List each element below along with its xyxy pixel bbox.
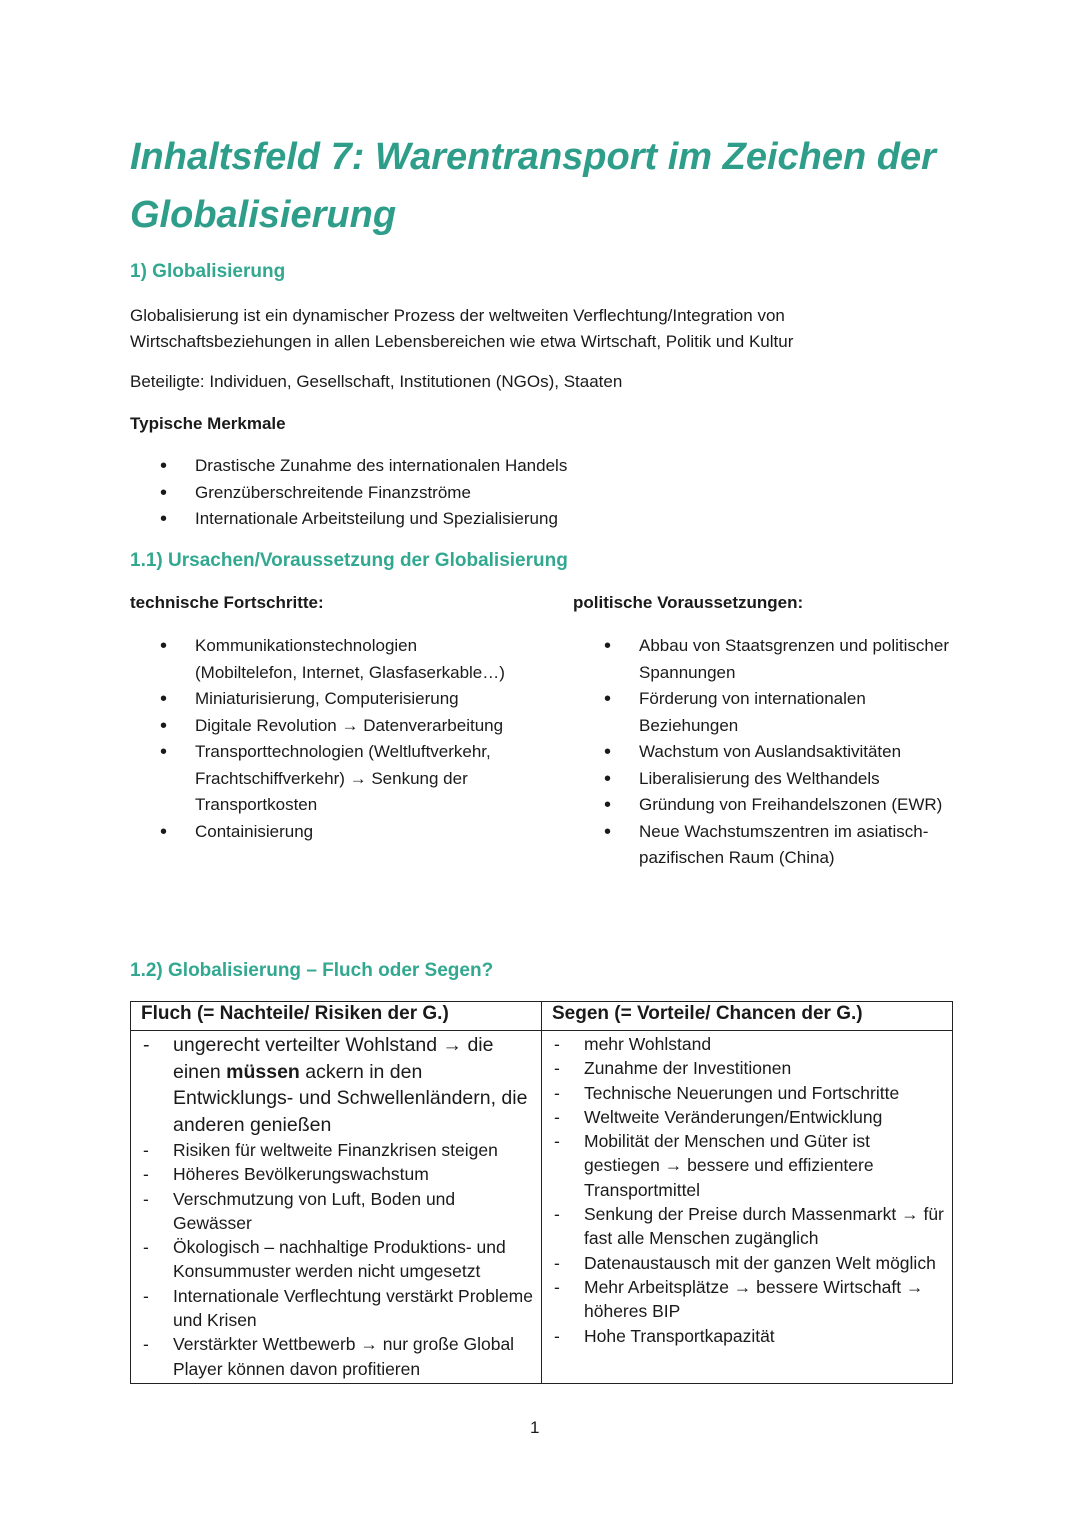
technical-heading: technische Fortschritte:: [130, 593, 324, 612]
list-item: - Datenaustausch mit der ganzen Welt möglich: [542, 1251, 952, 1275]
list-item: - Mobilität der Menschen und Güter ist gestiegen → bessere und effizientere Transportmittel: [542, 1129, 952, 1202]
list-item: • Transporttechnologien (Weltluftverkehr, Frachtschiffverkehr) → Senkung der Transportkosten: [130, 739, 510, 819]
political-list: [574, 633, 954, 872]
fluch-list: [131, 1032, 541, 1381]
list-item: • Digitale Revolution → Datenverarbeitung: [130, 713, 510, 740]
list-item: - ungerecht verteilter Wohlstand → die einen müssen ackern in den Entwicklungs- und Schwellenländern, die anderen genießen: [131, 1032, 541, 1138]
fluch-segen-table: [130, 1001, 953, 1384]
list-item: - Risiken für weltweite Finanzkrisen steigen: [131, 1138, 541, 1162]
list-item: - Verschmutzung von Luft, Boden und Gewässer: [131, 1187, 541, 1236]
list-item: - Technische Neuerungen und Fortschritte: [542, 1081, 952, 1105]
list-item: - Internationale Verflechtung verstärkt Probleme und Krisen: [131, 1284, 541, 1333]
list-item: • Miniaturisierung, Computerisierung: [130, 686, 510, 713]
list-item: • Grenzüberschreitende Finanzströme: [130, 480, 830, 507]
list-item: • Containisierung: [130, 819, 510, 846]
segen-column-header: Segen (= Vorteile/ Chancen der G.): [542, 1002, 953, 1031]
list-item: • Drastische Zunahme des internationalen Handels: [130, 453, 830, 480]
list-item: - Ökologisch – nachhaltige Produktions- und Konsummuster werden nicht umgesetzt: [131, 1235, 541, 1284]
list-item: - mehr Wohlstand: [542, 1032, 952, 1056]
features-list: [130, 453, 830, 533]
segen-list: [542, 1032, 952, 1348]
fluch-cell: [131, 1031, 542, 1384]
definition-paragraph: Globalisierung ist ein dynamischer Prozess der weltweiten Verflechtung/Integration von Wirtschaftsbeziehungen in allen Lebensbereichen wie etwa Wirtschaft, Politik und Kultur: [130, 306, 794, 351]
list-item: - Zunahme der Investitionen: [542, 1056, 952, 1080]
political-heading: politische Voraussetzungen:: [573, 593, 804, 612]
segen-cell: [542, 1031, 953, 1384]
technical-list: [130, 633, 510, 845]
page-number: 1: [530, 1418, 540, 1437]
page-title: Inhaltsfeld 7: Warentransport im Zeichen der Globalisierung: [130, 136, 936, 236]
list-item: • Internationale Arbeitsteilung und Spezialisierung: [130, 506, 830, 533]
section-heading-ursachen: 1.1) Ursachen/Voraussetzung der Globalisierung: [130, 550, 568, 571]
features-heading: Typische Merkmale: [130, 414, 286, 433]
list-item: - Senkung der Preise durch Massenmarkt → für fast alle Menschen zugänglich: [542, 1202, 952, 1251]
list-item: • Abbau von Staatsgrenzen und politischer Spannungen: [574, 633, 954, 686]
list-item: - Mehr Arbeitsplätze → bessere Wirtschaft → höheres BIP: [542, 1275, 952, 1324]
section-heading-fluch-oder-segen: 1.2) Globalisierung – Fluch oder Segen?: [130, 960, 494, 981]
fluch-column-header: Fluch (= Nachteile/ Risiken der G.): [131, 1002, 542, 1031]
list-item: - Verstärkter Wettbewerb → nur große Global Player können davon profitieren: [131, 1332, 541, 1381]
list-item: - Hohe Transportkapazität: [542, 1324, 952, 1348]
list-item: - Höheres Bevölkerungswachstum: [131, 1162, 541, 1186]
list-item: • Neue Wachstumszentren im asiatisch-pazifischen Raum (China): [574, 819, 954, 872]
list-item: • Kommunikationstechnologien (Mobiltelefon, Internet, Glasfaserkable…): [130, 633, 510, 686]
list-item: • Förderung von internationalen Beziehungen: [574, 686, 954, 739]
list-item: • Wachstum von Auslandsaktivitäten: [574, 739, 954, 766]
section-heading-globalisierung: 1) Globalisierung: [130, 261, 286, 282]
participants-paragraph: Beteiligte: Individuen, Gesellschaft, Institutionen (NGOs), Staaten: [130, 372, 623, 391]
list-item: - Weltweite Veränderungen/Entwicklung: [542, 1105, 952, 1129]
list-item: • Gründung von Freihandelszonen (EWR): [574, 792, 954, 819]
list-item: • Liberalisierung des Welthandels: [574, 766, 954, 793]
